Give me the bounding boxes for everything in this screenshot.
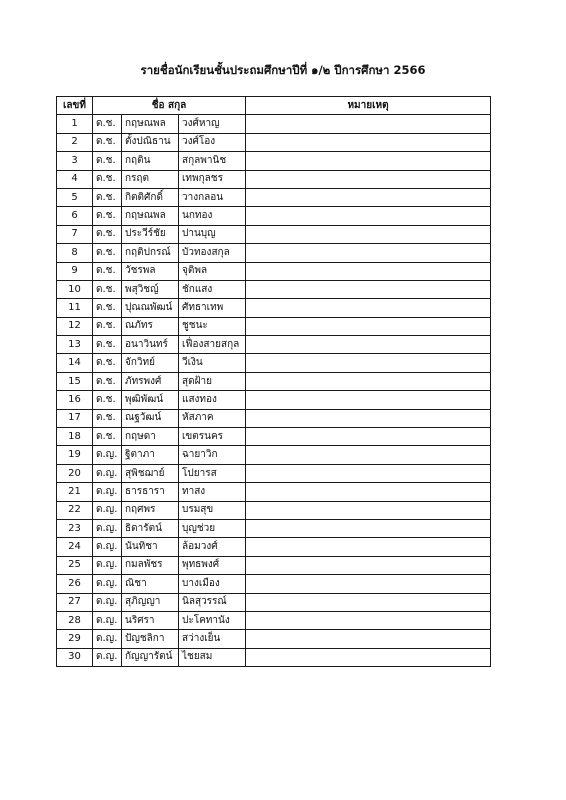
student-first-name: พุฒิพัฒน์ (122, 391, 179, 409)
student-number: 6 (57, 207, 93, 225)
student-first-name: วัชรพล (122, 262, 179, 280)
student-title: ด.ช. (93, 225, 122, 243)
table-row (57, 446, 491, 464)
table-row (57, 244, 491, 262)
header-remark: หมายเหตุ (246, 97, 491, 115)
table-row (57, 299, 491, 317)
student-first-name: กัญญารัตน์ (122, 648, 179, 666)
student-number: 4 (57, 170, 93, 188)
student-last-name: วางกลอน (179, 188, 246, 206)
student-number: 24 (57, 538, 93, 556)
student-number: 2 (57, 133, 93, 151)
table-row (57, 188, 491, 206)
student-number: 18 (57, 428, 93, 446)
student-last-name: พุทธพงศ์ (179, 556, 246, 574)
student-remark (246, 428, 491, 446)
student-first-name: กฤษดา (122, 428, 179, 446)
student-last-name: เทพกุลชร (179, 170, 246, 188)
student-last-name: นกทอง (179, 207, 246, 225)
student-number: 7 (57, 225, 93, 243)
student-number: 26 (57, 575, 93, 593)
page-title: รายชื่อนักเรียนชั้นประถมศึกษาปีที่ ๑/๒ ปีการศึกษา 2566 (140, 63, 426, 77)
student-last-name: บางเมือง (179, 575, 246, 593)
student-first-name: ณภัทร (122, 317, 179, 335)
student-title: ด.ช. (93, 317, 122, 335)
student-title: ด.ญ. (93, 446, 122, 464)
student-last-name: ฉายาวิก (179, 446, 246, 464)
student-last-name: ปะโคทานัง (179, 611, 246, 629)
student-remark (246, 299, 491, 317)
student-last-name: ศัทธาเทพ (179, 299, 246, 317)
student-title: ด.ญ. (93, 556, 122, 574)
table-row (57, 538, 491, 556)
student-first-name: กฤษณพล (122, 207, 179, 225)
table-row (57, 630, 491, 648)
student-number: 25 (57, 556, 93, 574)
student-number: 30 (57, 648, 93, 666)
student-number: 23 (57, 519, 93, 537)
student-title: ด.ช. (93, 170, 122, 188)
student-remark (246, 170, 491, 188)
student-remark (246, 152, 491, 170)
student-last-name: ไชยสม (179, 648, 246, 666)
student-first-name: สุพิชฌาย์ (122, 464, 179, 482)
student-remark (246, 391, 491, 409)
student-remark (246, 501, 491, 519)
student-last-name: ทาสง (179, 483, 246, 501)
student-first-name: สุภิญญา (122, 593, 179, 611)
student-last-name: สว่างเย็น (179, 630, 246, 648)
table-row (57, 593, 491, 611)
student-first-name: ณิชา (122, 575, 179, 593)
student-last-name: หัสภาค (179, 409, 246, 427)
student-first-name: กมลพัชร (122, 556, 179, 574)
student-remark (246, 225, 491, 243)
student-number: 27 (57, 593, 93, 611)
student-first-name: ธิดารัตน์ (122, 519, 179, 537)
student-first-name: ฐิตาภา (122, 446, 179, 464)
student-remark (246, 630, 491, 648)
student-number: 3 (57, 152, 93, 170)
student-remark (246, 372, 491, 390)
student-remark (246, 556, 491, 574)
student-remark (246, 133, 491, 151)
table-row (57, 428, 491, 446)
student-roster-table (56, 96, 491, 667)
student-title: ด.ช. (93, 152, 122, 170)
table-row (57, 556, 491, 574)
student-number: 14 (57, 354, 93, 372)
student-title: ด.ญ. (93, 611, 122, 629)
student-remark (246, 648, 491, 666)
student-first-name: ปัญชลิกา (122, 630, 179, 648)
student-number: 22 (57, 501, 93, 519)
table-row (57, 372, 491, 390)
student-remark (246, 464, 491, 482)
student-last-name: สกุลพานิช (179, 152, 246, 170)
student-title: ด.ญ. (93, 593, 122, 611)
student-title: ด.ญ. (93, 630, 122, 648)
student-remark (246, 115, 491, 133)
student-title: ด.ช. (93, 280, 122, 298)
student-last-name: โปยารส (179, 464, 246, 482)
student-remark (246, 611, 491, 629)
student-number: 12 (57, 317, 93, 335)
student-remark (246, 575, 491, 593)
student-remark (246, 354, 491, 372)
table-row (57, 464, 491, 482)
student-title: ด.ช. (93, 244, 122, 262)
student-last-name: เขตรนคร (179, 428, 246, 446)
student-remark (246, 244, 491, 262)
student-remark (246, 262, 491, 280)
student-last-name: บัวทองสกุล (179, 244, 246, 262)
student-title: ด.ญ. (93, 538, 122, 556)
student-title: ด.ช. (93, 207, 122, 225)
student-last-name: วงศ์โอง (179, 133, 246, 151)
table-row (57, 133, 491, 151)
student-first-name: ปุณณพัฒน์ (122, 299, 179, 317)
table-row (57, 519, 491, 537)
student-first-name: พสุวิชญ์ (122, 280, 179, 298)
table-row (57, 225, 491, 243)
student-number: 28 (57, 611, 93, 629)
table-row (57, 354, 491, 372)
student-last-name: ชักแสง (179, 280, 246, 298)
student-title: ด.ช. (93, 299, 122, 317)
student-first-name: กฤติน (122, 152, 179, 170)
student-first-name: นันทิชา (122, 538, 179, 556)
student-first-name: กฤษณพล (122, 115, 179, 133)
student-first-name: ภัทรพงศ์ (122, 372, 179, 390)
student-title: ด.ญ. (93, 648, 122, 666)
header-number: เลขที่ (57, 97, 93, 115)
table-row (57, 501, 491, 519)
student-number: 11 (57, 299, 93, 317)
student-title: ด.ช. (93, 354, 122, 372)
student-remark (246, 519, 491, 537)
student-number: 1 (57, 115, 93, 133)
student-last-name: ปานบุญ (179, 225, 246, 243)
student-first-name: กฤติปกรณ์ (122, 244, 179, 262)
table-row (57, 391, 491, 409)
header-name: ชื่อ สกุล (93, 97, 246, 115)
student-remark (246, 538, 491, 556)
student-first-name: อนาวินทร์ (122, 336, 179, 354)
student-number: 16 (57, 391, 93, 409)
student-first-name: ประวีร์ชัย (122, 225, 179, 243)
table-row (57, 170, 491, 188)
table-row (57, 115, 491, 133)
student-last-name: สุดฝ้าย (179, 372, 246, 390)
student-title: ด.ช. (93, 409, 122, 427)
table-row (57, 280, 491, 298)
table-row (57, 648, 491, 666)
table-row (57, 409, 491, 427)
student-number: 10 (57, 280, 93, 298)
student-first-name: จักวิทย์ (122, 354, 179, 372)
student-remark (246, 317, 491, 335)
student-remark (246, 188, 491, 206)
student-number: 5 (57, 188, 93, 206)
student-last-name: ล้อมวงศ์ (179, 538, 246, 556)
student-remark (246, 483, 491, 501)
student-title: ด.ญ. (93, 483, 122, 501)
student-first-name: กฤศพร (122, 501, 179, 519)
student-title: ด.ช. (93, 428, 122, 446)
student-number: 19 (57, 446, 93, 464)
student-remark (246, 446, 491, 464)
student-last-name: นิลสุวรรณ์ (179, 593, 246, 611)
student-number: 17 (57, 409, 93, 427)
student-last-name: เฟื่องสายสกุล (179, 336, 246, 354)
student-last-name: บรมสุข (179, 501, 246, 519)
student-first-name: ธารธารา (122, 483, 179, 501)
student-number: 9 (57, 262, 93, 280)
student-first-name: ตั้งปณิธาน (122, 133, 179, 151)
student-title: ด.ญ. (93, 501, 122, 519)
table-row (57, 207, 491, 225)
student-remark (246, 409, 491, 427)
student-number: 13 (57, 336, 93, 354)
student-last-name: ชูชนะ (179, 317, 246, 335)
student-title: ด.ช. (93, 133, 122, 151)
student-number: 15 (57, 372, 93, 390)
student-title: ด.ช. (93, 188, 122, 206)
student-title: ด.ช. (93, 262, 122, 280)
student-remark (246, 336, 491, 354)
student-last-name: วีเงิน (179, 354, 246, 372)
student-last-name: บุญช่วย (179, 519, 246, 537)
table-row (57, 317, 491, 335)
student-title: ด.ญ. (93, 464, 122, 482)
student-number: 8 (57, 244, 93, 262)
table-row (57, 611, 491, 629)
student-last-name: วงศ์หาญ (179, 115, 246, 133)
student-title: ด.ช. (93, 372, 122, 390)
student-remark (246, 593, 491, 611)
student-title: ด.ช. (93, 391, 122, 409)
student-number: 20 (57, 464, 93, 482)
student-last-name: จุติพล (179, 262, 246, 280)
student-first-name: ณฐวัฒน์ (122, 409, 179, 427)
student-number: 21 (57, 483, 93, 501)
student-title: ด.ญ. (93, 575, 122, 593)
student-first-name: นริศรา (122, 611, 179, 629)
student-number: 29 (57, 630, 93, 648)
student-title: ด.ช. (93, 115, 122, 133)
table-header-row (57, 97, 491, 115)
student-title: ด.ช. (93, 336, 122, 354)
student-remark (246, 207, 491, 225)
table-body (57, 115, 491, 667)
student-remark (246, 280, 491, 298)
table-row (57, 575, 491, 593)
student-title: ด.ญ. (93, 519, 122, 537)
table-row (57, 483, 491, 501)
table-row (57, 262, 491, 280)
student-first-name: กิตติศักดิ์ (122, 188, 179, 206)
student-first-name: กรฤต (122, 170, 179, 188)
table-row (57, 336, 491, 354)
table-row (57, 152, 491, 170)
student-last-name: แสงทอง (179, 391, 246, 409)
